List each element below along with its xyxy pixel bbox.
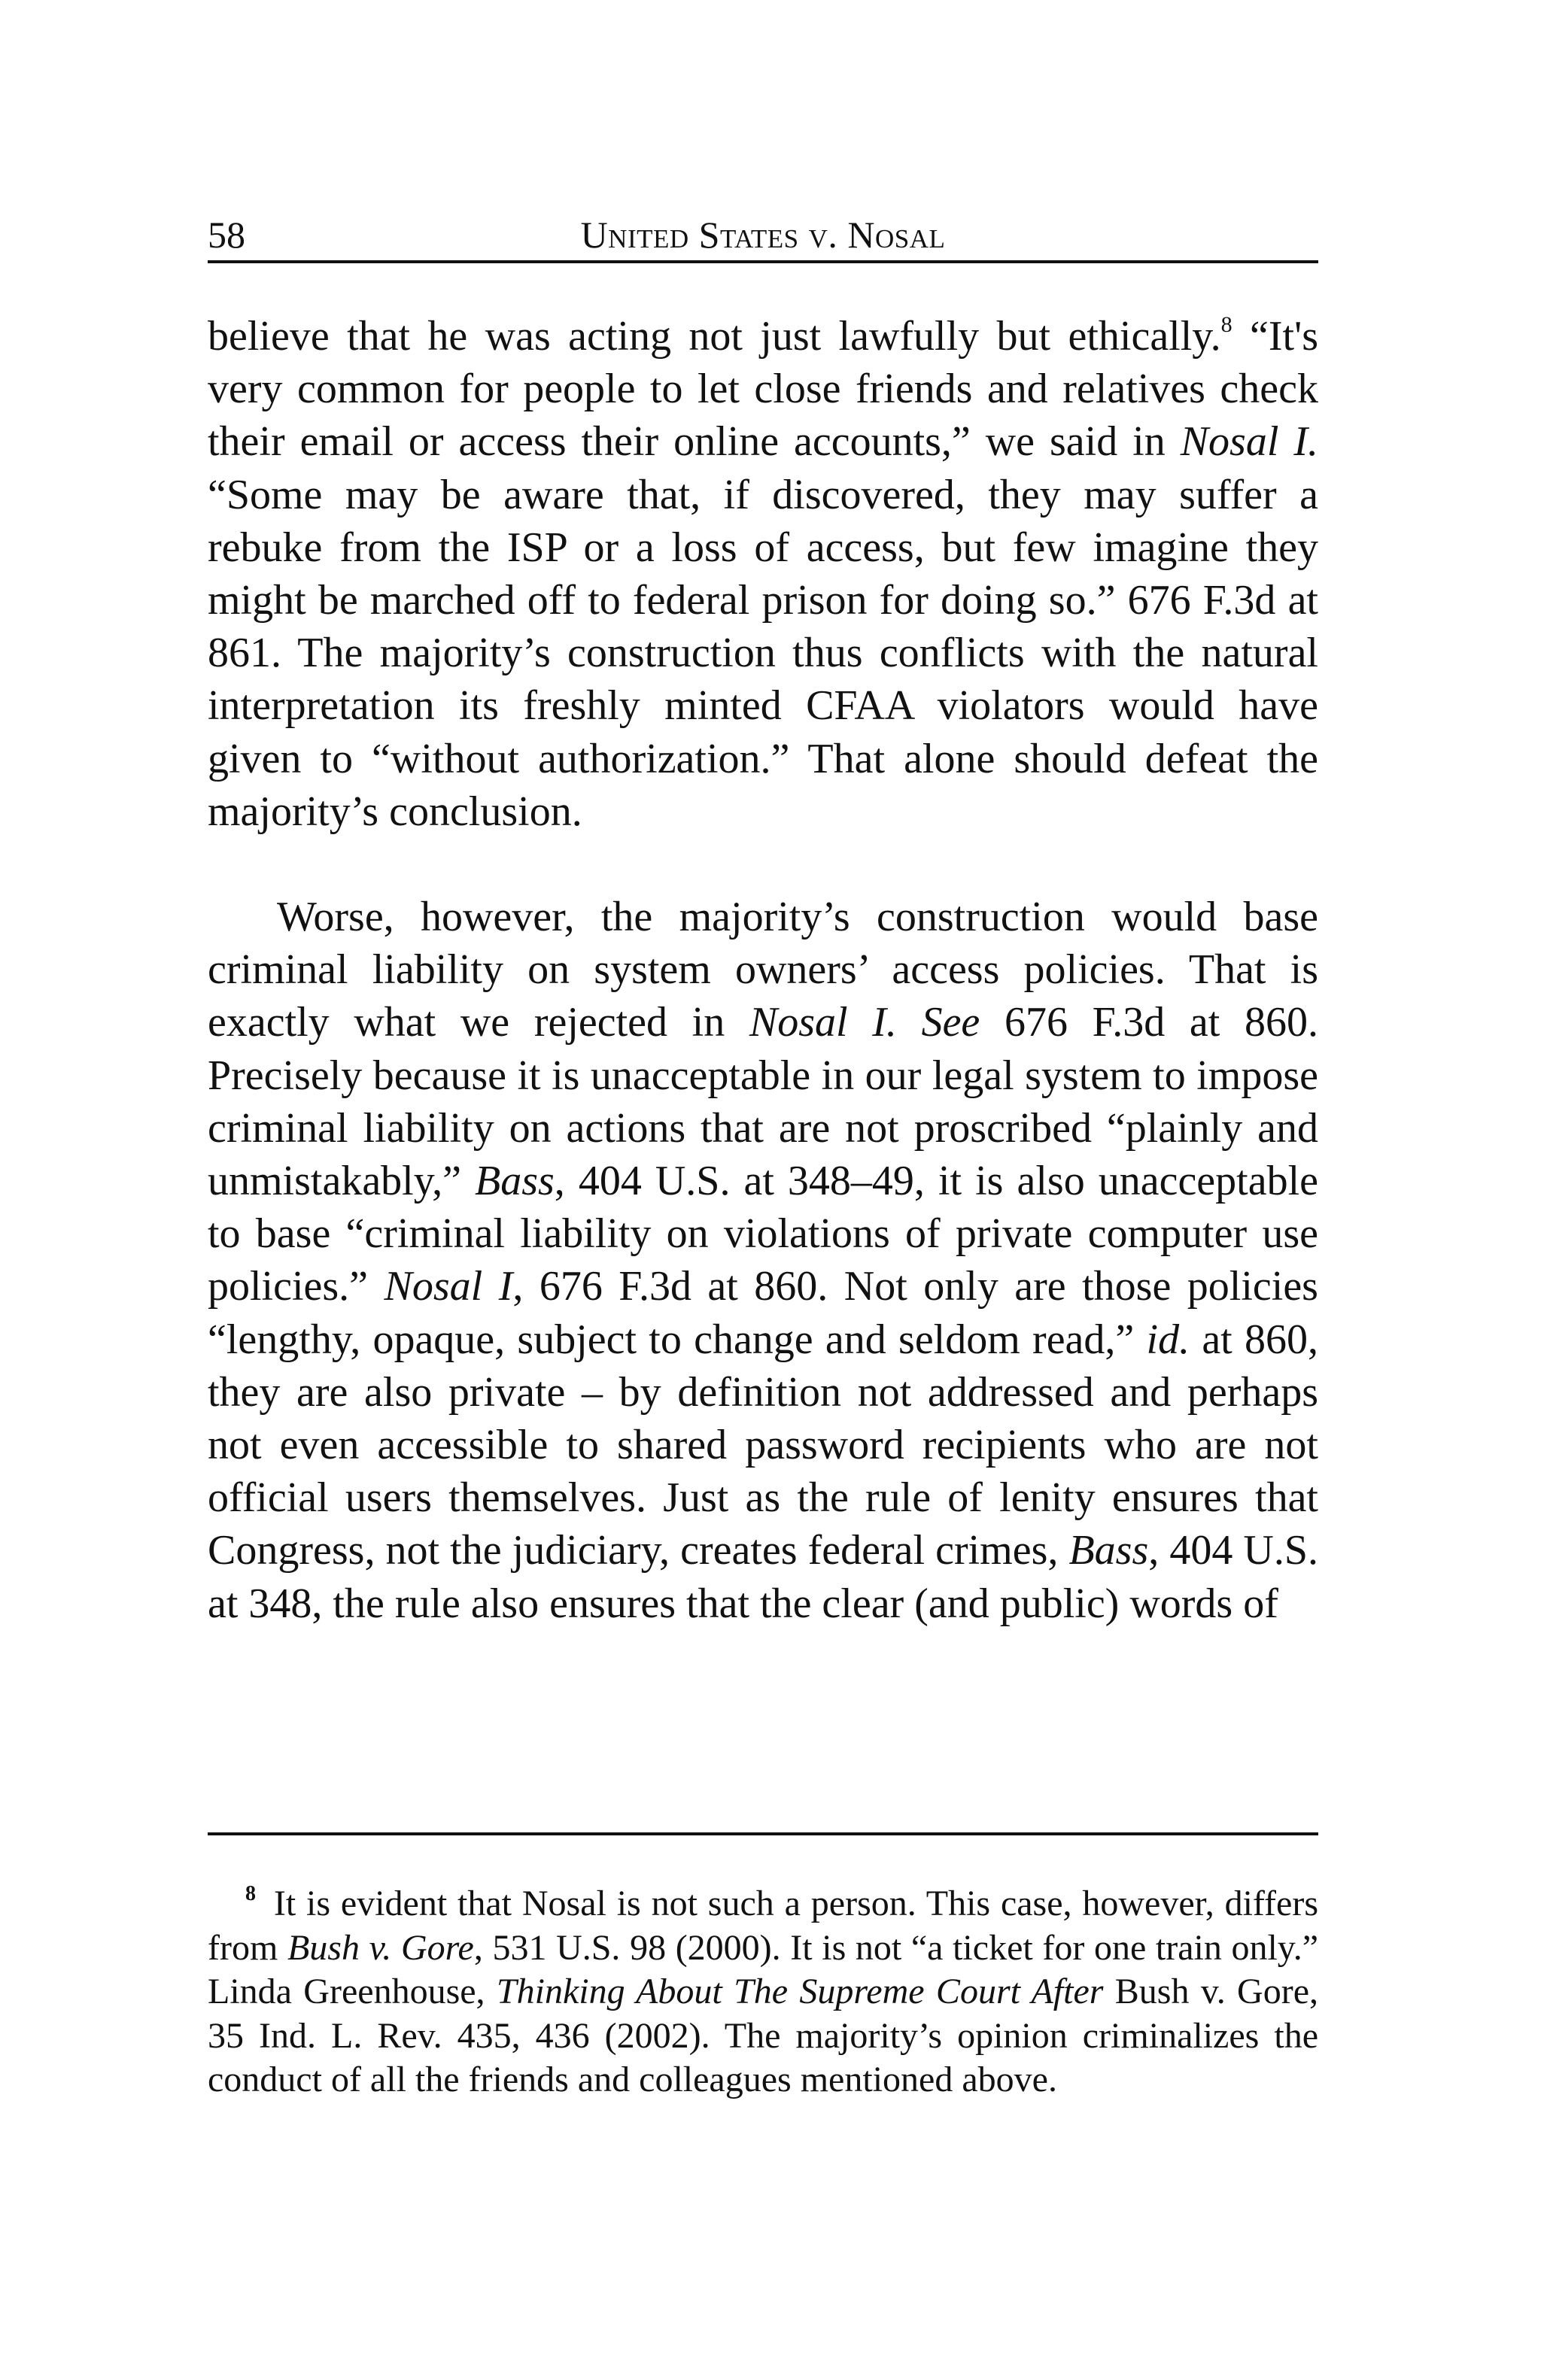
paragraph-1 — [208, 310, 1318, 838]
page-number: 58 — [208, 214, 245, 256]
paragraph-2 — [208, 891, 1318, 1630]
footnote-reference-8[interactable]: 8 — [1220, 312, 1232, 337]
footnote-article-title: Thinking About The Supreme Court After — [496, 1972, 1104, 2012]
p2-text-4: , 404 U.S. at 348–49, it is also unacceptable to base “criminal liability on violations of private computer use policies.” — [208, 1158, 1318, 1310]
opinion-body — [208, 310, 1318, 1630]
p1-text-3: “Some may be aware that, if discovered, they may suffer a rebuke from the ISP or a loss of access, but few imagine they might be marched off to federal prison for doing so.” 676 F.3d at 861. The majority’s construction thus conflicts with the natural interpretation its freshly minted CFAA violators would have given to “without authorization.” That alone should defeat the majority’s conclusion. — [208, 471, 1318, 835]
footnote-text-3: Bush v. Gore, 35 Ind. L. Rev. 435, 436 (2002). The majority’s opinion criminalizes the conduct of all the friends and colleagues mentioned above. — [208, 1972, 1318, 2100]
footnote-divider — [208, 1832, 1318, 1835]
p2-text-6: at 860, they are also private – by definition not addressed and perhaps not even accessible to shared password recipients who are not official users themselves. Just as the rule of lenity ensures that Congress, not the judiciary, creates federal crimes, — [208, 1316, 1318, 1574]
footnote-text-2: , 531 U.S. 98 (2000). It is not “a ticket for one train only.” Linda Greenhouse, — [208, 1927, 1318, 2012]
footnote-marker: 8 — [245, 1882, 256, 1905]
p2-case-name-nosal-i: Nosal I. — [749, 999, 897, 1046]
p2-signal-see: See — [921, 999, 980, 1046]
p2-case-name-nosal-i-2: Nosal I — [384, 1263, 513, 1310]
footnote-case-name-bush-v-gore: Bush v. Gore — [287, 1927, 474, 1968]
running-title: United States v. Nosal — [580, 214, 946, 256]
p2-text-2 — [897, 999, 922, 1046]
page-header — [208, 214, 1318, 263]
footnote-text-1: It is evident that Nosal is not such a person. This case, however, differs from — [208, 1884, 1318, 1968]
footnotes — [208, 1882, 1318, 2102]
p2-text-5: , 676 F.3d at 860. Not only are those policies “lengthy, opaque, subject to change and seldom read,” — [208, 1263, 1318, 1363]
p2-citation-id: id. — [1146, 1316, 1190, 1363]
p1-text-1: believe that he was acting not just lawfully but ethically. — [208, 313, 1221, 360]
p2-case-name-bass: Bass — [475, 1158, 555, 1205]
p2-case-name-bass-2: Bass — [1068, 1527, 1149, 1574]
p1-text-2: “It's very common for people to let close friends and relatives check their email or access their online accounts,” we said in — [208, 313, 1318, 466]
footnote-8 — [208, 1882, 1318, 2102]
p2-text-3: 676 F.3d at 860. Precisely because it is unacceptable in our legal system to impose criminal liability on actions that are not proscribed “plainly and unmistakably,” — [208, 999, 1319, 1205]
p2-text-7: , 404 U.S. at 348, the rule also ensures that the clear (and public) words of — [208, 1527, 1318, 1627]
p2-text-1: Worse, however, the majority’s construction would base criminal liability on system owners’ access policies. That is exactly what we rejected in — [208, 894, 1318, 1046]
p1-case-name-nosal-i: Nosal I. — [1180, 418, 1318, 466]
